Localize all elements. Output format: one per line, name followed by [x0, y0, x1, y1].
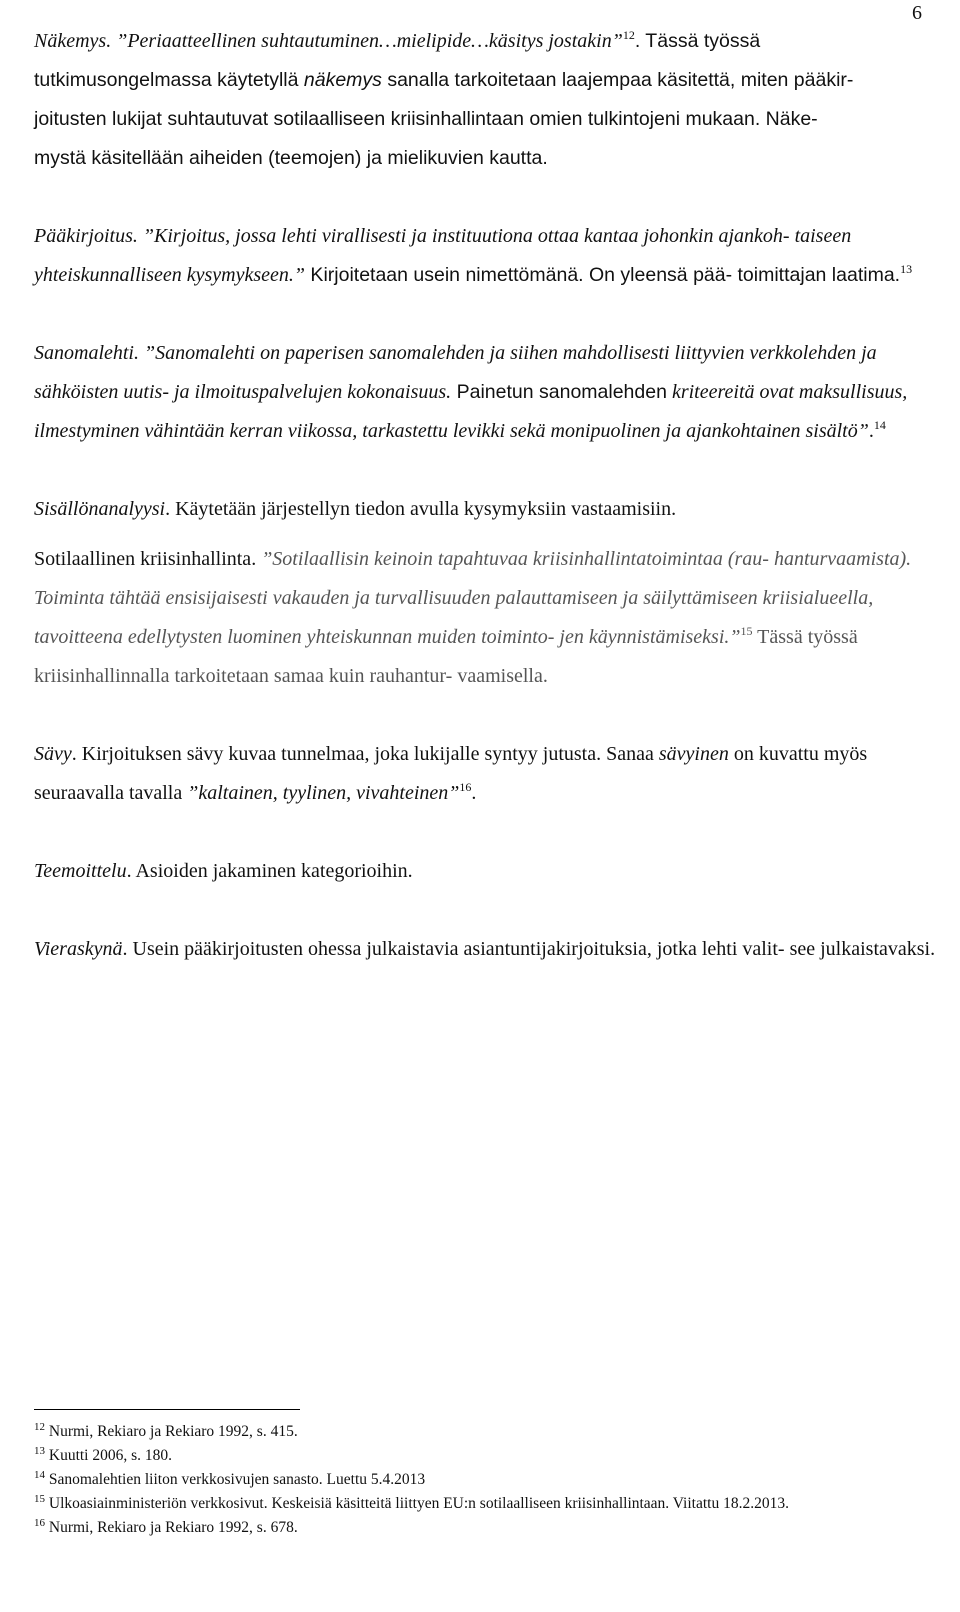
paragraph-savy [34, 735, 936, 813]
teemoittelu-term: Teemoittelu [34, 860, 127, 882]
sanomalehti-text: Painetun sanomalehden [451, 381, 667, 403]
footnote-ref-15: 15 [740, 624, 753, 638]
document-body [34, 22, 936, 969]
teemoittelu-text: . Asioiden jakaminen kategorioihin. [126, 860, 413, 882]
sanomalehti-end: . [868, 420, 874, 442]
vieraskyna-term: Vieraskynä [34, 938, 123, 960]
savy-quote: ”kaltainen, tyylinen, vivahteinen” [187, 782, 460, 804]
nakemys-definition: Näkemys. ”Periaatteellinen suhtautuminen…mielipide…käsitys jostakin” [34, 30, 623, 52]
footnote-number: 14 [34, 1469, 45, 1481]
footnote [34, 1492, 936, 1516]
sisallonanalyysi-text: . Käytetään järjestellyn tiedon avulla kysymyksiin vastaamisiin. [165, 498, 677, 520]
footnote-number: 16 [34, 1517, 45, 1529]
sisallonanalyysi-term: Sisällönanalyysi [34, 498, 166, 520]
sanomalehti-definition-a: Sanomalehti. ”Sanomalehti on paperisen sanomalehden ja siihen mahdollisesti liittyvien verkkolehden ja sähköisten uutis- ja ilmoituspalvelujen kokonaisuus. [34, 342, 877, 403]
footnote-number: 15 [34, 1493, 45, 1505]
footnote-ref-12: 12 [622, 28, 635, 42]
footnote-number: 13 [34, 1445, 45, 1457]
footnote-text: Nurmi, Rekiaro ja Rekiaro 1992, s. 415. [45, 1423, 298, 1440]
paragraph-sisallonanalyysi [34, 490, 936, 529]
footnote-text: Kuutti 2006, s. 180. [45, 1447, 173, 1464]
nakemys-text-1: . Tässä työssä [634, 30, 761, 52]
paragraph-sanomalehti [34, 334, 936, 451]
footnote-text: Sanomalehtien liiton verkkosivujen sanasto. Luettu 5.4.2013 [45, 1471, 426, 1488]
paragraph-paakirjoitus [34, 217, 936, 295]
paragraph-nakemys [34, 22, 936, 178]
savy-text-b: on kuvattu myös seuraavalla tavalla [34, 743, 868, 804]
footnote-ref-13: 13 [900, 262, 913, 276]
paragraph-teemoittelu [34, 852, 936, 891]
paragraph-sotilaallinen-kriisinhallinta [34, 540, 936, 696]
footnote-number: 12 [34, 1421, 45, 1433]
nakemys-text-5: mystä käsitellään aiheiden (teemojen) ja mielikuvien kautta. [34, 147, 548, 169]
footnote-separator [34, 1409, 300, 1410]
savy-term: Sävy [34, 743, 72, 765]
page-number: 6 [912, 2, 922, 24]
paakirjoitus-text: Kirjoitetaan usein nimettömänä. On yleensä pää- toimittajan laatima. [305, 264, 901, 286]
savyinen-word: sävyinen [658, 743, 729, 765]
footnotes [34, 1420, 936, 1540]
footnote-ref-16: 16 [459, 780, 472, 794]
savy-text-a: . Kirjoituksen sävy kuvaa tunnelmaa, joka lukijalle syntyy jutusta. Sanaa [71, 743, 659, 765]
footnote [34, 1420, 936, 1444]
nakemys-text-2: tutkimusongelmassa käytetyllä [34, 69, 304, 91]
kriisinhallinta-definition: ”Sotilaallisin keinoin tapahtuvaa kriisinhallintatoimintaa (rau- hanturvaamista). Toiminta tähtää ensisijaisesti vakauden ja turvallisuuden palauttamiseen ja säilyttämiseen kriisialueella, tavoitteena edellytysten luominen yhteiskunnan muiden toiminto- jen käynnistämiseksi.” [34, 548, 912, 648]
kriisinhallinta-term: Sotilaallinen kriisinhallinta. [34, 548, 257, 570]
footnote [34, 1468, 936, 1492]
nakemys-text-3: sanalla tarkoitetaan laajempaa käsitettä, miten pääkir- [381, 69, 854, 91]
footnote [34, 1516, 936, 1540]
footnote-text: Nurmi, Rekiaro ja Rekiaro 1992, s. 678. [45, 1519, 298, 1536]
vieraskyna-text: . Usein pääkirjoitusten ohessa julkaistavia asiantuntijakirjoituksia, jotka lehti valit- see julkaistavaksi. [122, 938, 936, 960]
kriisinhallinta-text: Tässä työssä kriisinhallinnalla tarkoitetaan samaa kuin rauhantur- vaamisella. [34, 626, 858, 687]
footnote [34, 1444, 936, 1468]
footnote-text: Ulkoasiainministeriön verkkosivut. Keskeisiä käsitteitä liittyen EU:n sotilaalliseen kriisinhallintaan. Viitattu 18.2.2013. [45, 1495, 789, 1512]
footnote-ref-14: 14 [873, 418, 886, 432]
sanomalehti-definition-b: kriteereitä ovat maksullisuus, ilmestyminen vähintään kerran viikossa, tarkastettu levikki sekä monipuolinen ja ajankohtainen sisältö” [34, 381, 908, 442]
paakirjoitus-definition: Pääkirjoitus. ”Kirjoitus, jossa lehti virallisesti ja instituutiona ottaa kantaa johonkin ajankoh- taiseen yhteiskunnalliseen kysymykseen.” [34, 225, 852, 286]
nakemys-word: näkemys [303, 69, 382, 91]
paragraph-vieraskyna [34, 930, 936, 969]
nakemys-text-4: joitusten lukijat suhtautuvat sotilaalliseen kriisinhallintaan omien tulkintojeni mukaan. Näke- [34, 108, 818, 130]
savy-end: . [471, 782, 477, 804]
